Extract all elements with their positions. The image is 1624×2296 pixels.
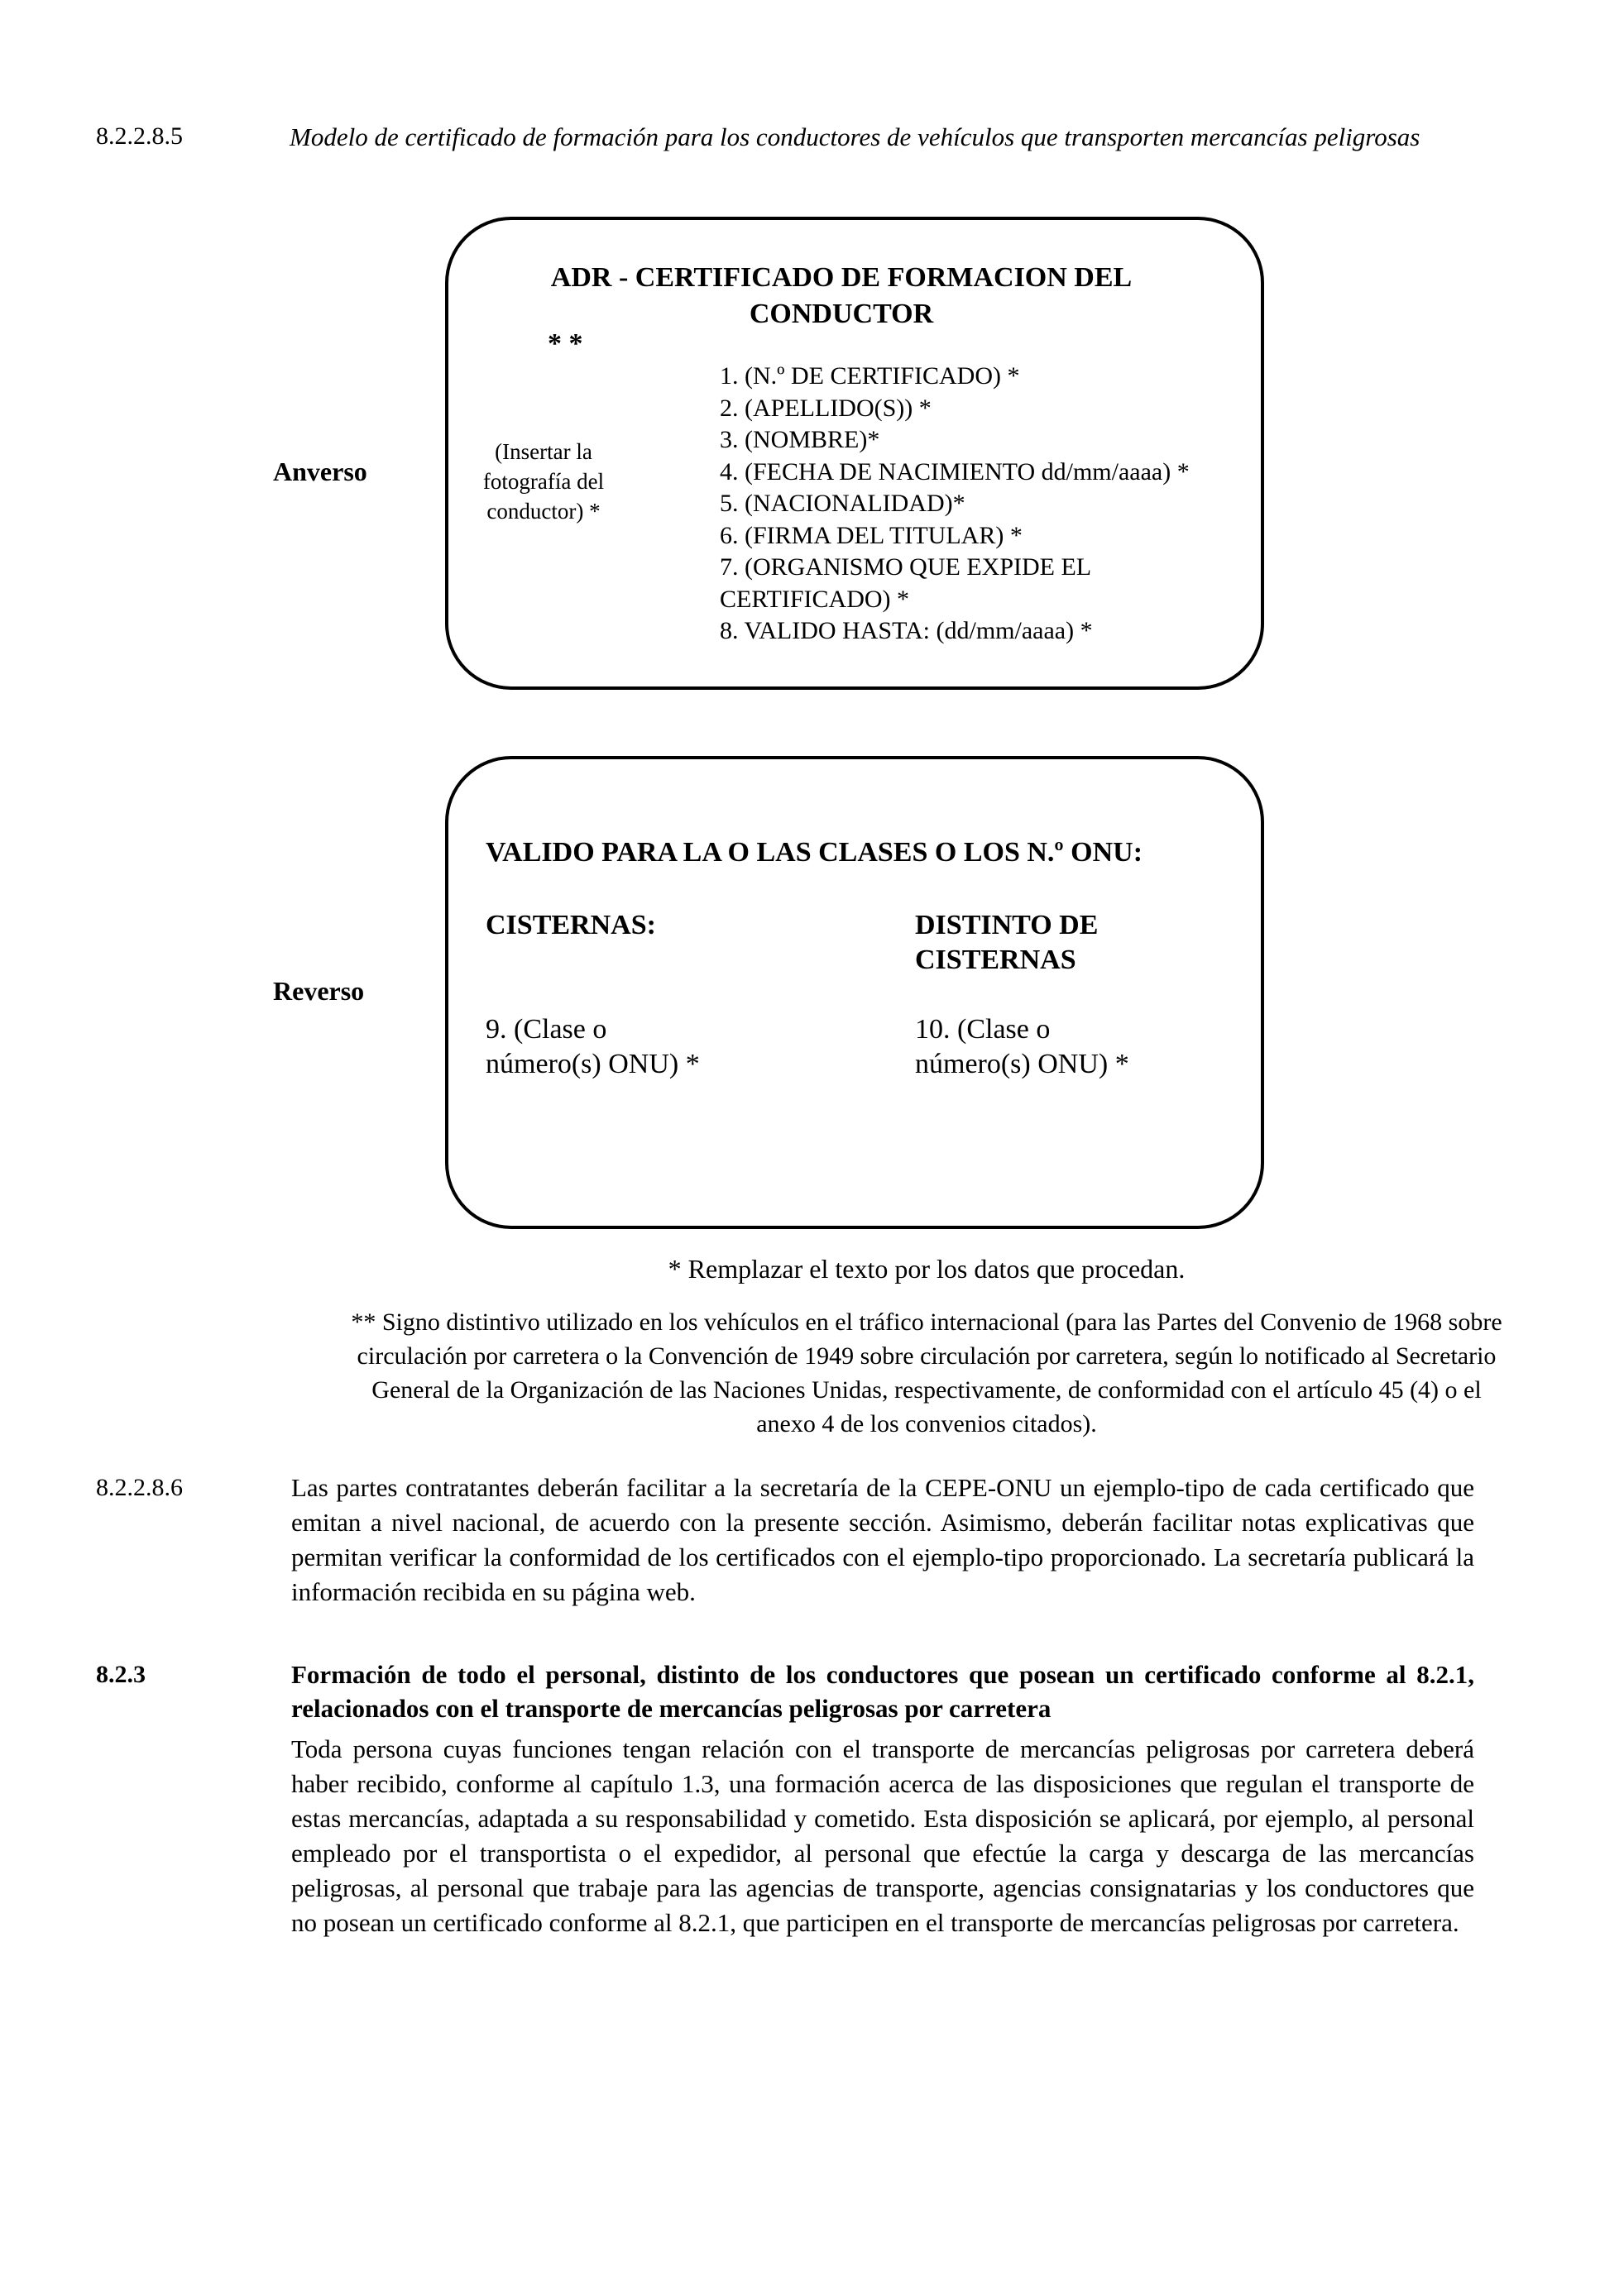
tanks-heading: CISTERNAS: (486, 910, 656, 940)
footnote-double-star: ** Signo distintivo utilizado en los vehículos en el tráfico internacional (para las Partes del Convenio de 1968 sobre circulación por carretera o la Convención de 1949 sobre circulación por carretera, según lo notificado al Secretario General de la Organización de las Naciones Unidas, respectivamente, de conformidad con el artículo 45 (4) o el anexo 4 de los convenios citados). (351, 1308, 1502, 1437)
section-number-8-2-2-8-6: 8.2.2.8.6 (96, 1474, 183, 1501)
section-text-8-2-2-8-6: Las partes contratantes deberán facilitar a la secretaría de la CEPE-ONU un ejemplo-tipo de cada certificado que emitan a nivel nacional, de acuerdo con la presente sección. Asimismo, deberán facilitar notas explicativas que permitan verificar la conformidad de los certificados con el ejemplo-tipo proporcionado. La secretaría publicará la información recibida en su página web. (291, 1473, 1474, 1606)
non-tanks-heading: DISTINTO DE CISTERNAS (915, 910, 1099, 975)
section-number-8-2-3: 8.2.3 (96, 1661, 146, 1688)
photo-placeholder: (Insertar la fotografía del conductor) * (482, 439, 605, 524)
field-valid-until: 8. VALIDO HASTA: (dd/mm/aaaa) * (720, 617, 1093, 644)
back-title: VALIDO PARA LA O LAS CLASES O LOS N.º ONU: (486, 837, 1143, 868)
field-issuing-body: 7. (ORGANISMO QUE EXPIDE EL CERTIFICADO) * (720, 553, 1091, 613)
footnote-single-star: * Remplazar el texto por los datos que procedan. (668, 1254, 1186, 1284)
field-certificate-number: 1. (N.º DE CERTIFICADO) * (720, 362, 1020, 390)
field-holder-signature: 6. (FIRMA DEL TITULAR) * (720, 521, 1023, 549)
certificate-title: ADR - CERTIFICADO DE FORMACION DEL CONDUCTOR (550, 262, 1133, 329)
certificate-field-list (720, 361, 1233, 648)
country-sign-stars: * * (548, 328, 583, 359)
field-first-name: 3. (NOMBRE)* (720, 426, 880, 453)
certificate-front-card (445, 217, 1264, 690)
field-non-tanks-class: 10. (Clase o número(s) ONU) * (915, 1014, 1129, 1079)
section-number-8-2-2-8-5: 8.2.2.8.5 (96, 122, 183, 150)
section-title-8-2-3: Formación de todo el personal, distinto de los conductores que posean un certificado conforme al 8.2.1, relacionados con el transporte de mercancías peligrosas por carretera (291, 1660, 1474, 1723)
back-side-label: Reverso (273, 976, 365, 1006)
section-text-8-2-3: Toda persona cuyas funciones tengan relación con el transporte de mercancías peligrosas por carretera deberá haber recibido, conforme al capítulo 1.3, una formación acerca de las disposiciones que regulan el transporte de estas mercancías, adaptada a su responsabilidad y cometido. Esta disposición se aplicará, por ejemplo, al personal empleado por el transportista o el expedidor, al personal que efectúe la carga y descarga de las mercancías peligrosas, al personal que trabaje para las agencias de transporte, agencias consignatarias y los conductores que no posean un certificado conforme al 8.2.1, que participen en el transporte de mercancías peligrosas por carretera. (291, 1734, 1474, 1937)
field-nationality: 5. (NACIONALIDAD)* (720, 490, 965, 517)
certificate-back-card (445, 756, 1264, 1229)
field-birth-date: 4. (FECHA DE NACIMIENTO dd/mm/aaaa) * (720, 457, 1190, 486)
section-title-8-2-2-8-5: Modelo de certificado de formación para los conductores de vehículos que transporten mercancías peligrosas (290, 122, 1420, 151)
field-tanks-class: 9. (Clase o número(s) ONU) * (486, 1014, 700, 1079)
field-surname: 2. (APELLIDO(S)) * (720, 394, 932, 422)
front-side-label: Anverso (273, 457, 367, 486)
